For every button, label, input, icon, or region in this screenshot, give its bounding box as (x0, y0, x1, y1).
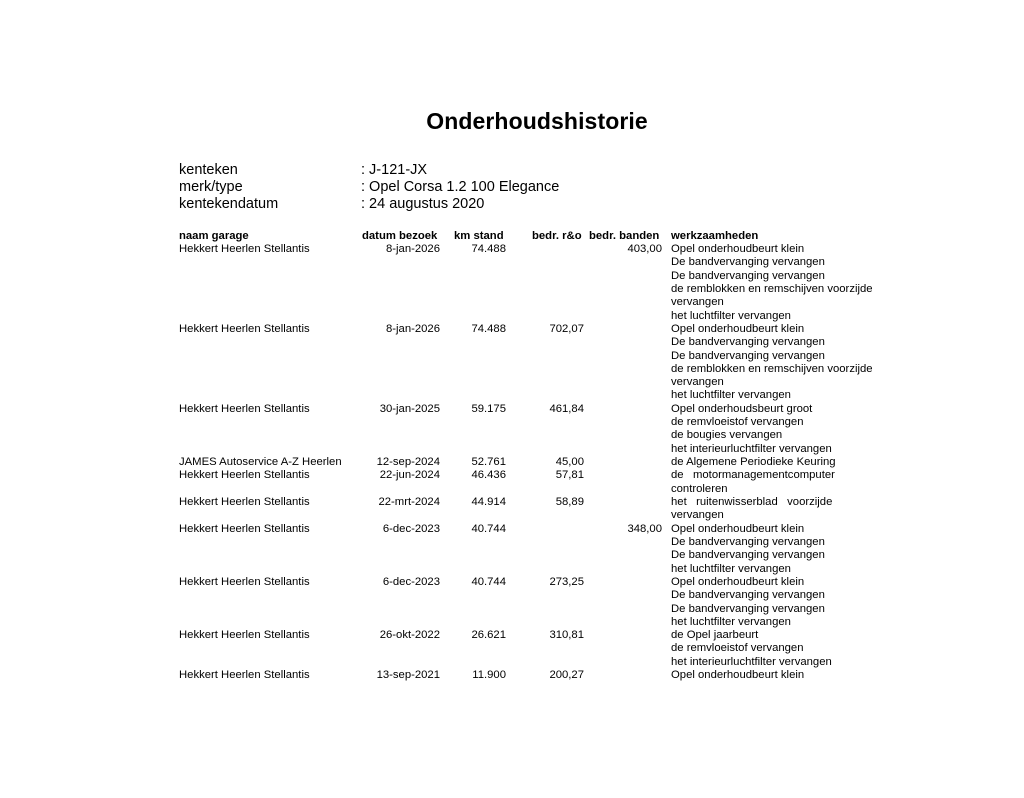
werk-line: de Opel jaarbeurt (671, 629, 759, 642)
werk-line: Opel onderhoudbeurt klein (671, 522, 805, 535)
info-label: kentekendatum (179, 196, 279, 212)
cell-garage: Hekkert Heerlen Stellantis (179, 243, 310, 255)
cell-ro: 273,25 (549, 575, 584, 588)
info-value: : Opel Corsa 1.2 100 Elegance (361, 179, 560, 195)
cell-ro: 200,27 (549, 669, 584, 682)
header-garage: naam garage (179, 230, 249, 242)
werk-line: De bandvervanging vervangen (671, 549, 825, 562)
cell-ro: 57,81 (555, 469, 584, 482)
cell-km: 74.488 (471, 243, 506, 255)
cell-km: 44.914 (471, 496, 506, 509)
werk-line: De bandvervanging vervangen (671, 535, 825, 548)
cell-km: 74.488 (471, 322, 506, 335)
cell-date: 22-mrt-2024 (378, 496, 440, 509)
cell-garage: Hekkert Heerlen Stellantis (179, 669, 310, 682)
werk-line: de Algemene Periodieke Keuring (671, 456, 836, 469)
cell-banden (589, 469, 662, 482)
cell-garage: Hekkert Heerlen Stellantis (179, 469, 310, 482)
cell-km: 52.761 (471, 456, 506, 469)
cell-date: 22-jun-2024 (379, 469, 440, 482)
cell-banden: 348,00 (627, 522, 662, 535)
header-werk: werkzaamheden (671, 230, 759, 242)
cell-werkzaamheden (671, 456, 886, 469)
cell-werkzaamheden (671, 496, 886, 523)
cell-km: 40.744 (471, 575, 506, 588)
cell-ro (519, 523, 584, 536)
werk-line: vervangen (671, 376, 724, 389)
cell-banden (589, 323, 662, 336)
cell-ro: 702,07 (549, 322, 584, 335)
cell-werkzaamheden (671, 576, 886, 629)
cell-garage: Hekkert Heerlen Stellantis (179, 575, 310, 588)
cell-ro: 310,81 (549, 629, 584, 642)
header-banden: bedr. banden (589, 230, 660, 242)
werk-line: het ruitenwisserblad voorzijde (671, 496, 833, 509)
page-title: Onderhoudshistorie (426, 108, 648, 134)
cell-date: 6-dec-2023 (382, 522, 440, 535)
cell-werkzaamheden (671, 469, 886, 496)
cell-date: 26-okt-2022 (379, 629, 440, 642)
cell-date: 12-sep-2024 (376, 456, 440, 469)
werk-line: de remvloeistof vervangen (671, 416, 804, 429)
info-label: merk/type (179, 179, 243, 195)
cell-banden (589, 456, 662, 469)
cell-garage: Hekkert Heerlen Stellantis (179, 402, 310, 415)
cell-ro: 461,84 (549, 402, 584, 415)
cell-banden (589, 496, 662, 509)
header-km: km stand (454, 230, 504, 242)
werk-line: De bandvervanging vervangen (671, 336, 825, 349)
werk-line: De bandvervanging vervangen (671, 602, 825, 615)
cell-km: 11.900 (472, 669, 506, 682)
cell-werkzaamheden (671, 629, 886, 669)
header-ro: bedr. r&o (532, 230, 582, 242)
werk-line: De bandvervanging vervangen (671, 589, 825, 602)
cell-garage: Hekkert Heerlen Stellantis (179, 496, 310, 509)
werk-line: De bandvervanging vervangen (671, 349, 825, 362)
cell-banden (589, 576, 662, 589)
cell-km: 59.175 (471, 402, 506, 415)
info-row-kentekendatum (179, 196, 559, 213)
cell-ro (519, 243, 584, 256)
cell-banden: 403,00 (627, 243, 662, 255)
cell-werkzaamheden (671, 403, 886, 456)
info-row-kenteken (179, 162, 559, 179)
info-row-merk-type (179, 179, 559, 196)
cell-banden (589, 669, 662, 682)
cell-date: 6-dec-2023 (382, 575, 440, 588)
werk-line: vervangen (671, 296, 724, 309)
header-date: datum bezoek (362, 230, 438, 242)
cell-ro: 58,89 (555, 496, 584, 509)
werk-line: de bougies vervangen (671, 429, 783, 442)
cell-date: 8-jan-2026 (385, 243, 440, 255)
cell-date: 13-sep-2021 (376, 669, 440, 682)
cell-ro: 45,00 (555, 456, 584, 469)
werk-line: het interieurluchtfilter vervangen (671, 442, 832, 455)
werk-line: Opel onderhoudbeurt klein (671, 669, 805, 682)
cell-km: 40.744 (471, 522, 506, 535)
cell-werkzaamheden (671, 243, 886, 323)
werk-line: het luchtfilter vervangen (671, 389, 791, 402)
cell-date: 8-jan-2026 (385, 322, 440, 335)
cell-garage: Hekkert Heerlen Stellantis (179, 322, 310, 335)
cell-werkzaamheden (671, 669, 886, 682)
vehicle-info (179, 162, 559, 213)
werk-line: de remblokken en remschijven voorzijde (671, 282, 873, 295)
werk-line: het luchtfilter vervangen (671, 562, 791, 575)
werk-line: vervangen (671, 509, 724, 522)
werk-line: Opel onderhoudbeurt klein (671, 575, 805, 588)
werk-line: het interieurluchtfilter vervangen (671, 655, 832, 668)
cell-banden (589, 629, 662, 642)
werk-line: de remblokken en remschijven voorzijde (671, 362, 873, 375)
werk-line: Opel onderhoudbeurt klein (671, 322, 805, 335)
werk-line: De bandvervanging vervangen (671, 256, 825, 269)
info-label: kenteken (179, 162, 238, 178)
cell-werkzaamheden (671, 523, 886, 576)
werk-line: de remvloeistof vervangen (671, 642, 804, 655)
cell-garage: JAMES Autoservice A-Z Heerlen (179, 456, 342, 469)
cell-werkzaamheden (671, 323, 886, 403)
werk-line: Opel onderhoudbeurt klein (671, 243, 805, 255)
werk-line: controleren (671, 482, 728, 495)
werk-line: het luchtfilter vervangen (671, 615, 791, 628)
cell-banden (589, 403, 662, 416)
cell-garage: Hekkert Heerlen Stellantis (179, 629, 310, 642)
werk-line: de motormanagementcomputer (671, 469, 835, 482)
werk-line: Opel onderhoudsbeurt groot (671, 402, 813, 415)
cell-km: 26.621 (471, 629, 506, 642)
cell-km: 46.436 (471, 469, 506, 482)
cell-garage: Hekkert Heerlen Stellantis (179, 522, 310, 535)
info-value: : J-121-JX (361, 162, 428, 178)
cell-date: 30-jan-2025 (379, 402, 440, 415)
info-value: : 24 augustus 2020 (361, 196, 485, 212)
werk-line: het luchtfilter vervangen (671, 309, 791, 322)
werk-line: De bandvervanging vervangen (671, 269, 825, 282)
